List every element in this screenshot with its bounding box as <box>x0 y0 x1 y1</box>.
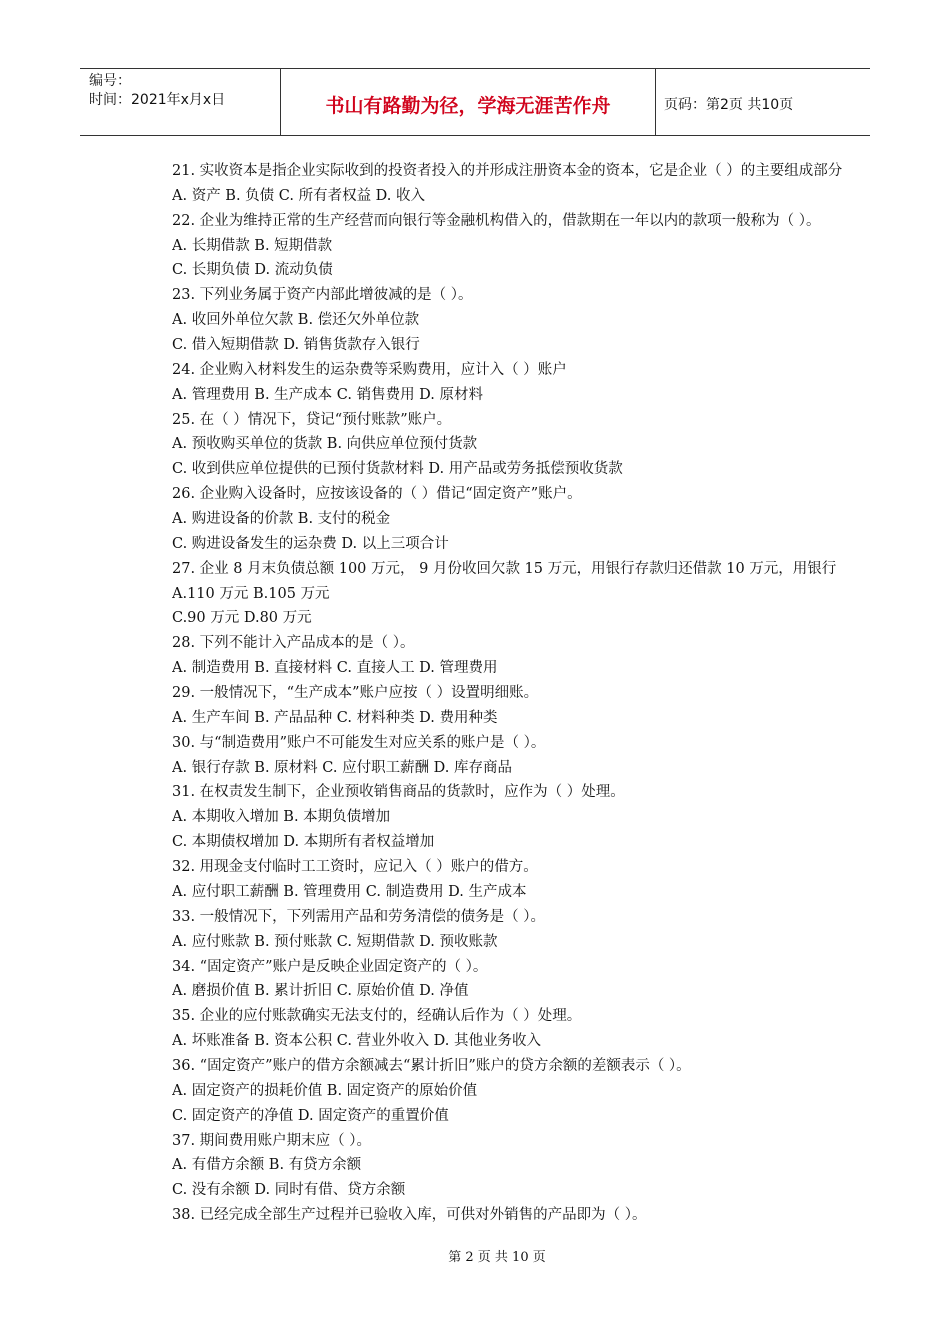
question-line: 24. 企业购入材料发生的运杂费等采购费用，应计入（ ）账户 <box>172 361 567 378</box>
question-line: 29. 一般情况下，“生产成本”账户应按（ ）设置明细账。 <box>172 685 539 702</box>
question-line: 37. 期间费用账户期末应（ ）。 <box>172 1132 372 1149</box>
page-header <box>80 68 870 136</box>
question-line: 23. 下列业务属于资产内部此增彼减的是（ ）。 <box>172 287 473 304</box>
question-line: C. 没有余额 D. 同时有借、贷方余额 <box>172 1182 406 1199</box>
document-date: 时间：2021年x月x日 <box>89 92 226 108</box>
question-line: 35. 企业的应付账款确实无法支付的，经确认后作为（ ）处理。 <box>172 1008 582 1025</box>
question-line: C. 长期负债 D. 流动负债 <box>172 262 333 279</box>
question-line: A. 预收购买单位的货款 B. 向供应单位预付货款 <box>172 436 478 453</box>
question-line: C. 收到供应单位提供的已预付货款材料 D. 用产品或劳务抵偿预收货款 <box>172 461 623 478</box>
question-list <box>172 159 950 1228</box>
question-line: 31. 在权责发生制下，企业预收销售商品的货款时，应作为（ ）处理。 <box>172 784 625 801</box>
question-line: C.90 万元 D.80 万元 <box>172 610 312 627</box>
question-line: A. 资产 B. 负债 C. 所有者权益 D. 收入 <box>172 187 426 204</box>
question-line: 22. 企业为维持正常的生产经营而向银行等金融机构借入的，借款期在一年以内的款项一般称为（ ）。 <box>172 212 821 229</box>
page-footer: 第 2 页 共 10 页 <box>448 1250 546 1265</box>
question-line: A. 制造费用 B. 直接材料 C. 直接人工 D. 管理费用 <box>172 660 498 677</box>
question-line: 38. 已经完成全部生产过程并已验收入库，可供对外销售的产品即为（ ）。 <box>172 1207 647 1224</box>
question-line: A. 收回外单位欠款 B. 偿还欠外单位款 <box>172 312 420 329</box>
question-line: A. 管理费用 B. 生产成本 C. 销售费用 D. 原材料 <box>172 386 484 403</box>
question-line: 34. “固定资产”账户是反映企业固定资产的（ ）。 <box>172 958 488 975</box>
question-line: A. 坏账准备 B. 资本公积 C. 营业外收入 D. 其他业务收入 <box>172 1033 542 1050</box>
header-motto: 书山有路勤为径，学海无涯苦作舟 <box>281 69 656 135</box>
question-line: C. 固定资产的净值 D. 固定资产的重置价值 <box>172 1107 449 1124</box>
question-line: 32. 用现金支付临时工工资时，应记入（ ）账户的借方。 <box>172 859 538 876</box>
question-line: A. 固定资产的损耗价值 B. 固定资产的原始价值 <box>172 1082 478 1099</box>
header-page-info: 页码：第2页 共10页 <box>664 97 794 113</box>
question-line: C. 购进设备发生的运杂费 D. 以上三项合计 <box>172 535 449 552</box>
question-line: A. 购进设备的价款 B. 支付的税金 <box>172 511 391 528</box>
question-line: 27. 企业 8 月末负债总额 100 万元， 9 月份收回欠款 15 万元，用银行存款归还借款 10 万元，用银行 <box>172 560 837 577</box>
question-line: A. 长期借款 B. 短期借款 <box>172 237 333 254</box>
question-line: A. 磨损价值 B. 累计折旧 C. 原始价值 D. 净值 <box>172 983 469 1000</box>
question-line: 33. 一般情况下，下列需用产品和劳务清偿的债务是（ ）。 <box>172 908 546 925</box>
header-info <box>80 69 281 135</box>
document-number: 编号： <box>89 73 131 89</box>
question-line: A. 应付账款 B. 预付账款 C. 短期借款 D. 预收账款 <box>172 933 498 950</box>
question-line: C. 本期债权增加 D. 本期所有者权益增加 <box>172 834 435 851</box>
question-line: A. 应付职工薪酬 B. 管理费用 C. 制造费用 D. 生产成本 <box>172 883 527 900</box>
question-line: 28. 下列不能计入产品成本的是（ ）。 <box>172 635 415 652</box>
question-line: 26. 企业购入设备时，应按该设备的（ ）借记“固定资产”账户。 <box>172 486 582 503</box>
question-line: 21. 实收资本是指企业实际收到的投资者投入的并形成注册资本金的资本，它是企业（ ）的主要组成部分 <box>172 163 843 179</box>
question-line: 36. “固定资产”账户的借方余额减去“累计折旧”账户的贷方余额的差额表示（ ）。 <box>172 1057 691 1074</box>
question-line: 25. 在（ ）情况下，贷记“预付账款”账户。 <box>172 411 452 428</box>
question-line: A. 本期收入增加 B. 本期负债增加 <box>172 809 391 826</box>
question-line: C. 借入短期借款 D. 销售货款存入银行 <box>172 337 420 354</box>
question-line: A. 有借方余额 B. 有贷方余额 <box>172 1157 362 1174</box>
question-line: A.110 万元 B.105 万元 <box>172 585 330 602</box>
question-line: A. 生产车间 B. 产品品种 C. 材料种类 D. 费用种类 <box>172 709 498 726</box>
question-line: A. 银行存款 B. 原材料 C. 应付职工薪酬 D. 库存商品 <box>172 759 513 776</box>
question-line: 30. 与“制造费用”账户不可能发生对应关系的账户是（ ）。 <box>172 734 546 751</box>
